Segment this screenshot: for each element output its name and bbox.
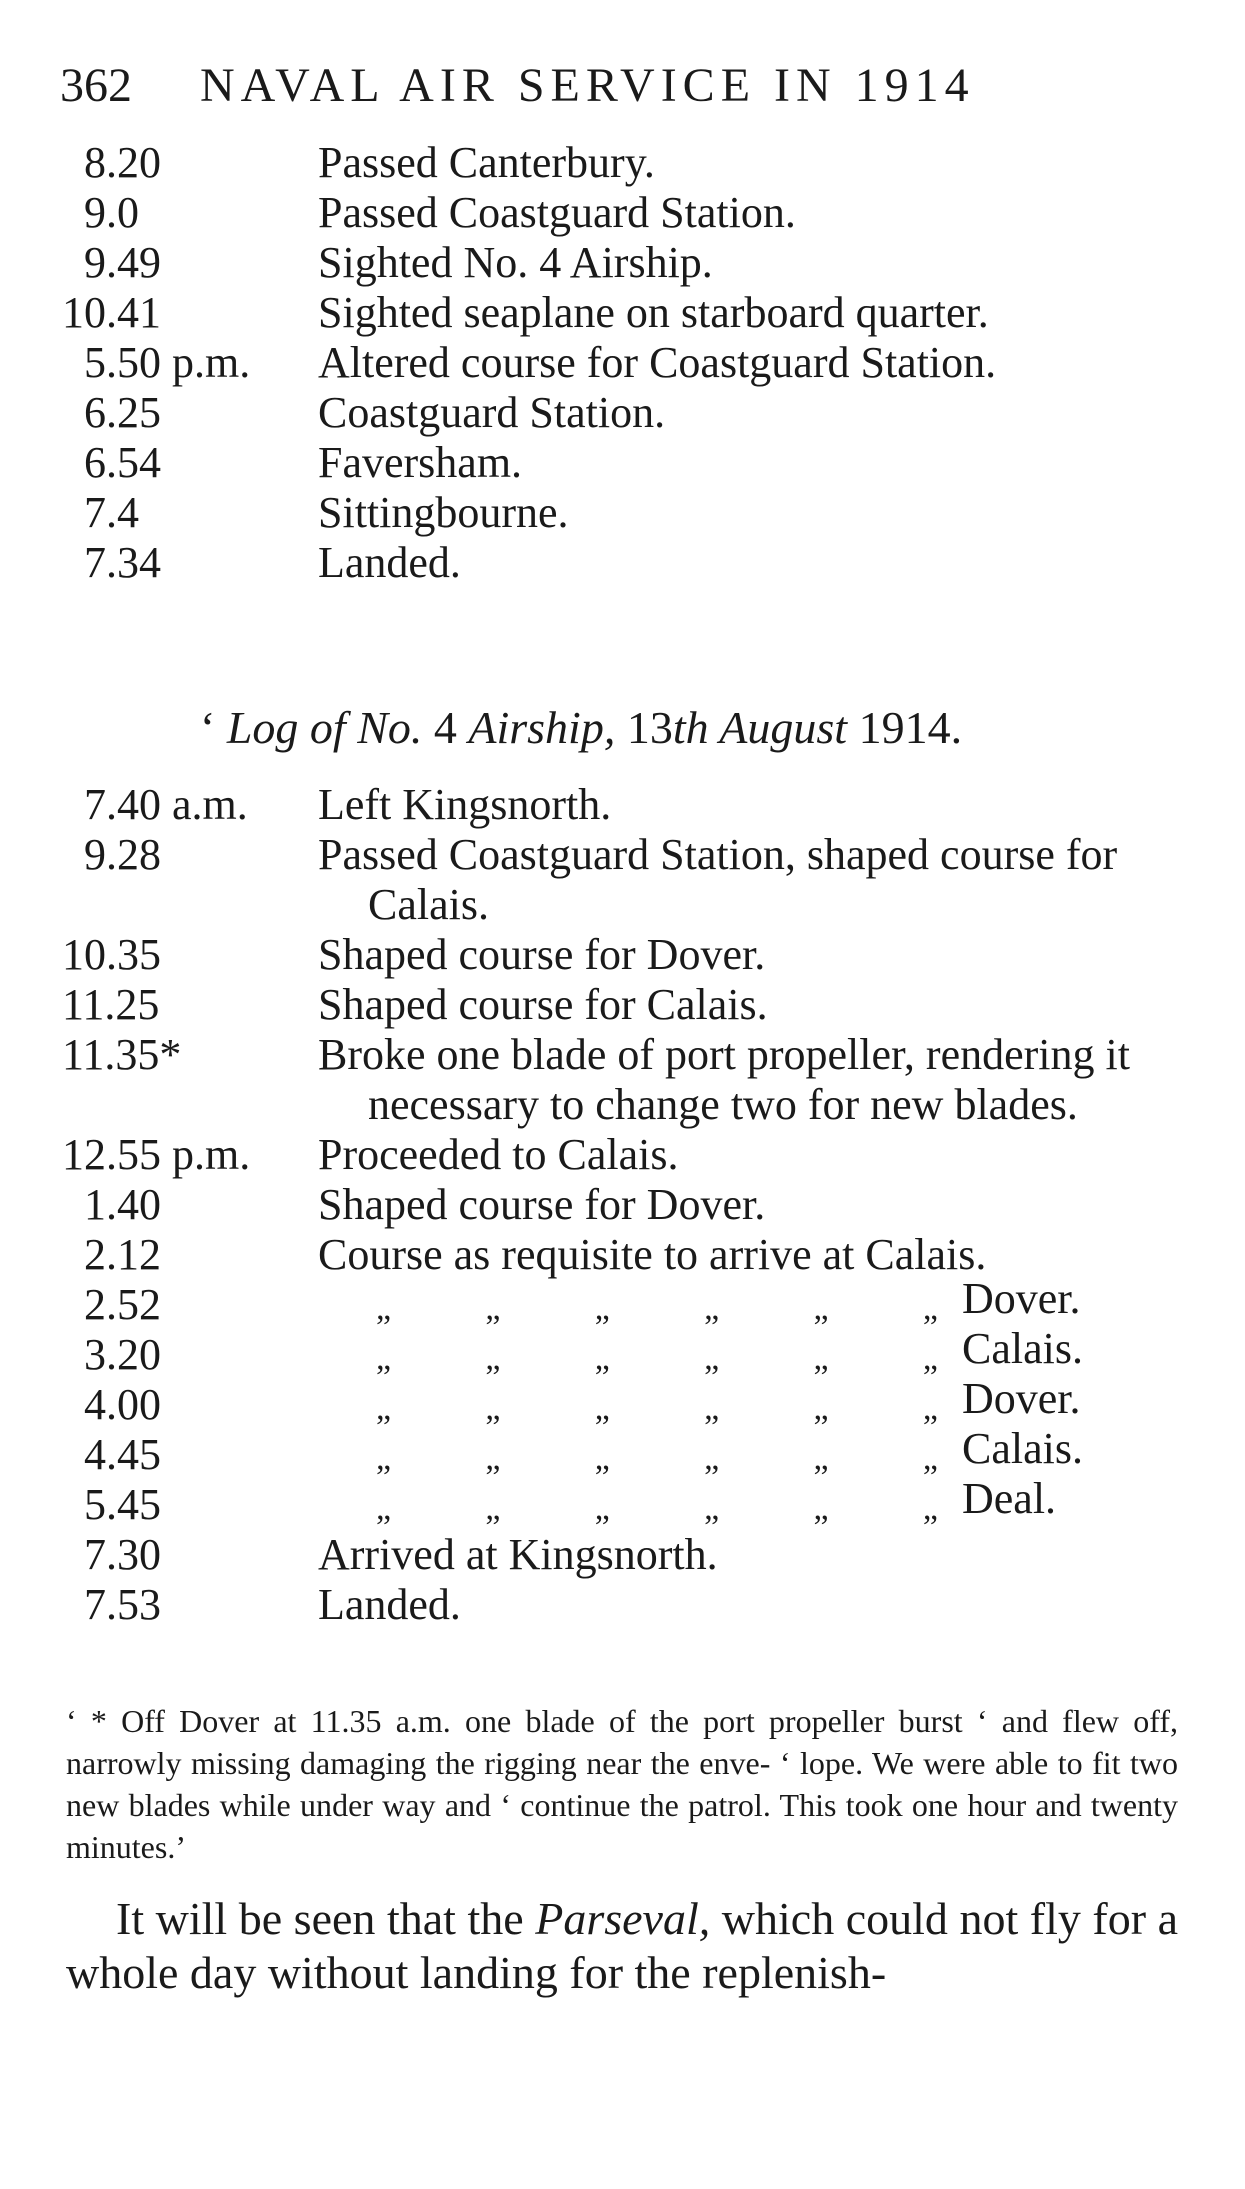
ditto-mark: „ (813, 1290, 827, 1327)
ditto-destination: Calais. (962, 1424, 1083, 1473)
log-entry: Landed. (318, 1580, 461, 1629)
log-row (0, 338, 1245, 388)
ditto-destination: Dover. (962, 1274, 1081, 1323)
ditto-mark: „ (813, 1390, 827, 1427)
ditto-mark: „ (594, 1290, 608, 1327)
log-time: 10.35 (62, 930, 161, 979)
log-entry: Sittingbourne. (318, 488, 569, 537)
heading-open-quote: ‘ (200, 702, 227, 753)
ditto-mark: „ (922, 1490, 936, 1527)
log-entry: Passed Coastguard Station. (318, 188, 796, 237)
ditto-mark: „ (704, 1440, 718, 1477)
body-paragraph (66, 1892, 1178, 2000)
log-row (0, 780, 1245, 830)
ditto-mark: „ (376, 1290, 390, 1327)
log-entry: Proceeded to Calais. (318, 1130, 679, 1179)
log-row (0, 1230, 1245, 1280)
log-entry: Broke one blade of port propeller, rendering it necessary to change two for new blades. (318, 1030, 1130, 1129)
log-time: 2.12 (84, 1230, 161, 1279)
log-entry: Arrived at Kingsnorth. (318, 1530, 718, 1579)
ditto-mark: „ (485, 1340, 499, 1377)
log-time: 5.50 p.m. (84, 338, 251, 387)
log-entry: Coastguard Station. (318, 388, 666, 437)
log-entry: Shaped course for Dover. (318, 930, 766, 979)
ditto-destination: Calais. (962, 1324, 1083, 1373)
footnote: ‘ * Off Dover at 11.35 a.m. one blade of the port propeller burst ‘ and flew off, narrowly missing damaging the rigging near the enve- ‘ lope. We were able to fit two new blades while under way and ‘ continue the patrol. This took one hour and twenty minutes.’ (66, 1703, 1178, 1865)
ditto-mark: „ (594, 1340, 608, 1377)
heading-plain: 4 (422, 702, 469, 753)
log-row (0, 188, 1245, 238)
ditto-row (0, 1274, 1245, 1330)
ditto-mark: „ (485, 1440, 499, 1477)
ditto-row (0, 1424, 1245, 1480)
ditto-mark: „ (594, 1390, 608, 1427)
ditto-marks (376, 1284, 936, 1334)
ditto-mark: „ (704, 1390, 718, 1427)
log-time: 11.35* (62, 1030, 182, 1079)
ditto-mark: „ (704, 1290, 718, 1327)
heading-italic: th August (672, 702, 848, 753)
log-row (0, 1530, 1245, 1580)
heading-italic: Airship, (468, 702, 616, 753)
ditto-mark: „ (813, 1340, 827, 1377)
log-entry: Passed Canterbury. (318, 138, 655, 187)
log-entry: Passed Coastguard Station, shaped course for Calais. (318, 830, 1118, 929)
log-row (0, 830, 1245, 930)
ditto-marks (376, 1334, 936, 1384)
body-text: which could not fly for a whole day without landing for the replenish- (66, 1893, 1179, 1998)
log-row (0, 238, 1245, 288)
ditto-marks (376, 1434, 936, 1484)
log-heading (200, 700, 962, 756)
log-time: 3.20 (84, 1330, 161, 1379)
log-time: 4.45 (84, 1430, 161, 1479)
ditto-mark: „ (922, 1390, 936, 1427)
log-row (0, 1580, 1245, 1630)
log-time: 12.55 p.m. (62, 1130, 251, 1179)
log-time: 1.40 (84, 1180, 161, 1229)
log-time: 6.25 (84, 388, 161, 437)
ditto-mark: „ (922, 1440, 936, 1477)
log-time: 5.45 (84, 1480, 161, 1529)
ditto-destination: Deal. (962, 1474, 1057, 1523)
ditto-row (0, 1474, 1245, 1530)
ditto-mark: „ (485, 1490, 499, 1527)
running-header (60, 58, 975, 114)
log-time: 8.20 (84, 138, 161, 187)
log-row (0, 538, 1245, 588)
chapter-title: NAVAL AIR SERVICE IN 1914 (200, 59, 975, 112)
log-time: 7.34 (84, 538, 161, 587)
ditto-mark: „ (376, 1440, 390, 1477)
log-time: 7.30 (84, 1530, 161, 1579)
log-entry: Altered course for Coastguard Station. (318, 338, 997, 387)
log-row (0, 138, 1245, 188)
log-row (0, 1130, 1245, 1180)
body-text: It will be seen that the (116, 1893, 536, 1944)
log-entry: Shaped course for Calais. (318, 980, 768, 1029)
log-time: 7.53 (84, 1580, 161, 1629)
heading-italic: Log of No. (226, 702, 423, 753)
log-entry: Faversham. (318, 438, 523, 487)
ditto-mark: „ (376, 1490, 390, 1527)
log-time: 9.0 (84, 188, 139, 237)
heading-plain: 1914. (847, 702, 963, 753)
ditto-mark: „ (922, 1290, 936, 1327)
ditto-mark: „ (594, 1490, 608, 1527)
log-row (0, 980, 1245, 1030)
log-time: 2.52 (84, 1280, 161, 1329)
ditto-mark: „ (376, 1390, 390, 1427)
body-italic: Parseval, (535, 1893, 711, 1944)
ditto-mark: „ (704, 1490, 718, 1527)
ditto-marks (376, 1384, 936, 1434)
log-entry: Course as requisite to arrive at Calais. (318, 1230, 987, 1279)
log-time: 4.00 (84, 1380, 161, 1429)
ditto-mark: „ (485, 1390, 499, 1427)
log-time: 9.28 (84, 830, 161, 879)
log-time: 7.4 (84, 488, 139, 537)
log-row (0, 1180, 1245, 1230)
ditto-mark: „ (485, 1290, 499, 1327)
ditto-row (0, 1324, 1245, 1380)
log-entry: Sighted seaplane on starboard quarter. (318, 288, 989, 337)
ditto-mark: „ (594, 1440, 608, 1477)
second-log-table (0, 780, 1245, 1630)
log-time: 11.25 (62, 980, 160, 1029)
log-row (0, 388, 1245, 438)
log-row (0, 288, 1245, 338)
heading-plain: 13 (615, 702, 673, 753)
log-row (0, 930, 1245, 980)
page-number: 362 (60, 59, 132, 112)
log-time: 7.40 a.m. (84, 780, 248, 829)
log-row (0, 1030, 1245, 1130)
log-time: 9.49 (84, 238, 161, 287)
log-time: 6.54 (84, 438, 161, 487)
log-entry: Landed. (318, 538, 461, 587)
log-row (0, 438, 1245, 488)
log-entry: Sighted No. 4 Airship. (318, 238, 713, 287)
ditto-destination: Dover. (962, 1374, 1081, 1423)
ditto-mark: „ (813, 1440, 827, 1477)
log-time: 10.41 (62, 288, 161, 337)
ditto-mark: „ (922, 1340, 936, 1377)
log-row (0, 488, 1245, 538)
ditto-marks (376, 1484, 936, 1534)
ditto-mark: „ (704, 1340, 718, 1377)
ditto-mark: „ (376, 1340, 390, 1377)
log-entry: Left Kingsnorth. (318, 780, 612, 829)
ditto-mark: „ (813, 1490, 827, 1527)
first-log-table (0, 138, 1245, 588)
log-entry: Shaped course for Dover. (318, 1180, 766, 1229)
ditto-row (0, 1374, 1245, 1430)
